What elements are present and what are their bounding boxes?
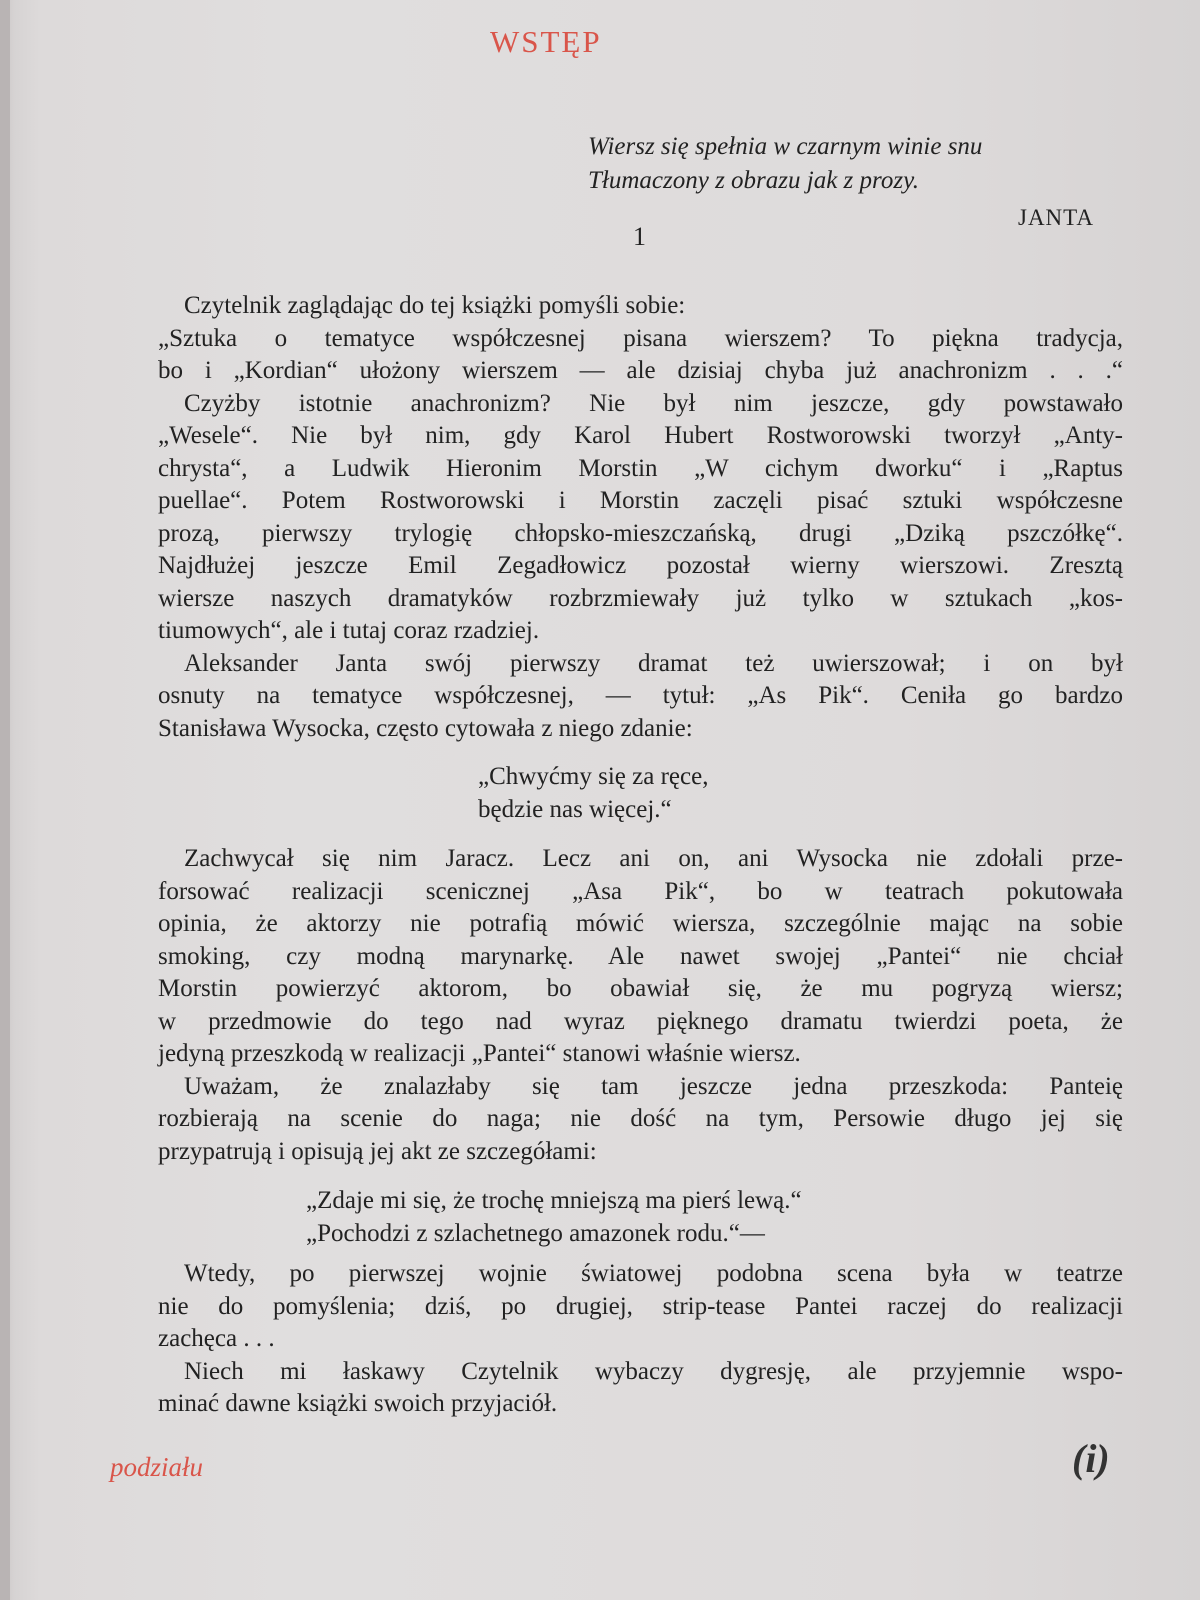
text-line: Morstin powierzyć aktorom, bo obawiał się, że mu pogryzą wiersz; xyxy=(158,975,1123,1002)
verse-quote xyxy=(478,760,708,826)
text-line: Najdłużej jeszcze Emil Zegadłowicz pozostał wierny wierszowi. Zresztą xyxy=(158,552,1123,579)
text-line: tiumowych“, ale i tutaj coraz rzadziej. xyxy=(158,617,540,644)
epigraph xyxy=(588,130,1128,198)
text-line: jedyną przeszkodą w realizacji „Pantei“ stanowi właśnie wiersz. xyxy=(158,1040,801,1067)
paragraph-block-3 xyxy=(158,1258,1123,1421)
text-line: Stanisława Wysocka, często cytowała z niego zdanie: xyxy=(158,714,693,742)
verse-line: będzie nas więcej.“ xyxy=(478,796,672,823)
text-line: w przedmowie do tego nad wyraz pięknego dramatu twierdzi poeta, że xyxy=(158,1007,1123,1035)
text-line: Niech mi łaskawy Czytelnik wybaczy dygresję, ale przyjemnie wspo- xyxy=(184,1357,1123,1385)
text-line: minać dawne książki swoich przyjaciół. xyxy=(158,1390,558,1417)
verse-line: „Pochodzi z szlachetnego amazonek rodu.“— xyxy=(306,1220,765,1247)
text-line: przypatrują i opisują jej akt ze szczegółami: xyxy=(158,1137,597,1165)
text-line: Czytelnik zaglądając do tej książki pomyśli sobie: xyxy=(184,292,686,319)
text-line: Wtedy, po pierwszej wojnie światowej podobna scena była w teatrze xyxy=(184,1260,1123,1287)
text-line: Aleksander Janta swój pierwszy dramat też uwierszował; i on był xyxy=(184,649,1123,677)
text-line: Zachwycał się nim Jaracz. Lecz ani on, ani Wysocka nie zdołali prze- xyxy=(184,845,1123,872)
text-line: chrysta“, a Ludwik Hieronim Morstin „W cichym dworku“ i „Raptus xyxy=(158,454,1123,482)
book-spine-edge xyxy=(0,0,10,1600)
paragraph-block-2 xyxy=(158,843,1123,1168)
text-line: Uważam, że znalazłaby się tam jeszcze jedna przeszkoda: Panteię xyxy=(184,1072,1123,1100)
text-line: Czyżby istotnie anachronizm? Nie był nim jeszcze, gdy powstawało xyxy=(184,389,1123,417)
epigraph-line: Wiersz się spełnia w czarnym winie snu xyxy=(588,133,983,160)
text-line: forsować realizacji scenicznej „Asa Pik“, bo w teatrach pokutowała xyxy=(158,877,1123,905)
text-line: zachęca . . . xyxy=(158,1325,275,1352)
text-line: rozbierają na scenie do naga; nie dość na tym, Persowie długo jej się xyxy=(158,1105,1123,1132)
verse-line: „Chwyćmy się za ręce, xyxy=(478,763,709,790)
section-number: 1 xyxy=(633,222,646,251)
verse-line: „Zdaje mi się, że trochę mniejszą ma pierś lewą.“ xyxy=(306,1187,802,1214)
footer-signature-right: (i) xyxy=(1072,1436,1110,1481)
text-line: „Wesele“. Nie był nim, gdy Karol Hubert Rostworowski tworzył „Anty- xyxy=(158,422,1123,449)
verse-quote xyxy=(306,1184,802,1250)
text-line: osnuty na tematyce współczesnej, — tytuł: „As Pik“. Ceniła go bardzo xyxy=(158,682,1123,709)
text-line: nie do pomyślenia; dziś, po drugiej, strip-tease Pantei raczej do realizacji xyxy=(158,1292,1123,1320)
text-line: puellae“. Potem Rostworowski i Morstin zaczęli pisać sztuki współczesne xyxy=(158,487,1123,514)
epigraph-line: Tłumaczony z obrazu jak z prozy. xyxy=(588,167,920,194)
text-line: smoking, czy modną marynarkę. Ale nawet swojej „Pantei“ nie chciał xyxy=(158,942,1123,970)
epigraph-author: JANTA xyxy=(1018,205,1094,230)
paragraph-block-1 xyxy=(158,290,1123,745)
text-line: prozą, pierwszy trylogię chłopsko-mieszczańską, drugi „Dziką pszczółkę“. xyxy=(158,519,1123,547)
text-line: wiersze naszych dramatyków rozbrzmiewały już tylko w sztukach „kos- xyxy=(158,584,1123,612)
text-line: „Sztuka o tematyce współczesnej pisana wierszem? To piękna tradycja, xyxy=(158,324,1123,352)
text-line: opinia, że aktorzy nie potrafią mówić wiersza, szczególnie mając na sobie xyxy=(158,910,1123,937)
footer-signature-left: podziału xyxy=(110,1452,204,1482)
text-line: bo i „Kordian“ ułożony wierszem — ale dzisiaj chyba już anachronizm . . .“ xyxy=(158,357,1123,384)
chapter-heading: WSTĘP xyxy=(490,24,602,59)
